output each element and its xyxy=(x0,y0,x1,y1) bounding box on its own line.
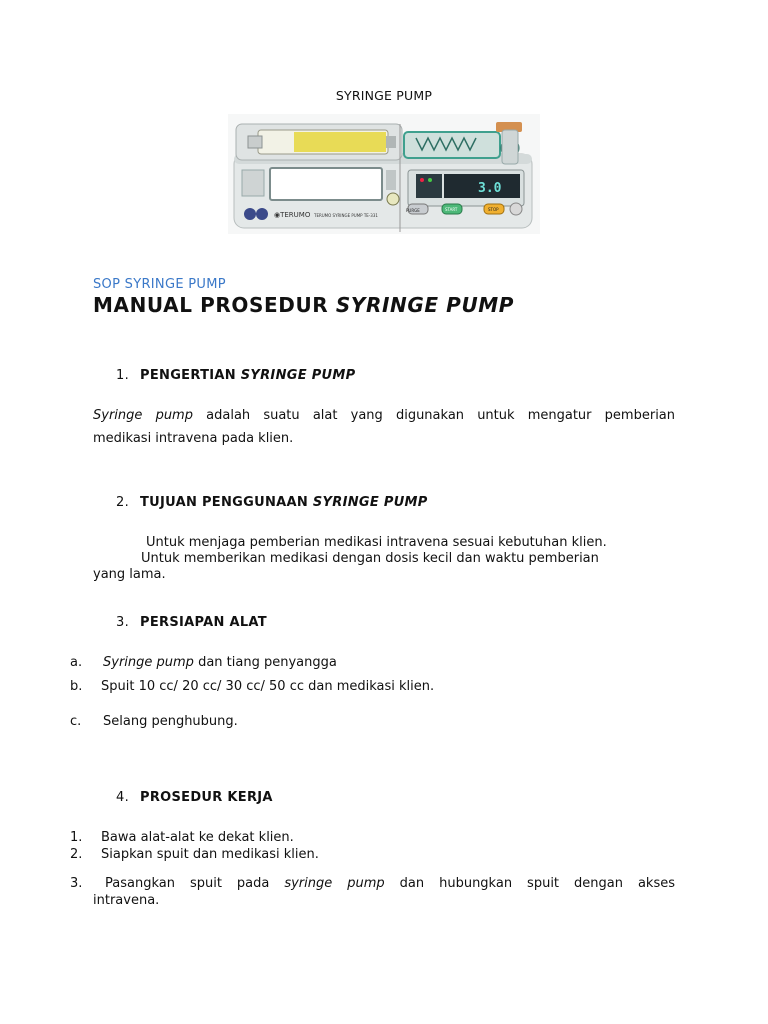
display-readout: 3.0 xyxy=(478,181,502,196)
list-item-prosedur-2: Siapkan spuit dan medikasi klien. xyxy=(101,847,319,862)
list-marker: 3. xyxy=(70,876,83,891)
section-heading-pengertian: 1. PENGERTIAN SYRINGE PUMP xyxy=(116,368,356,383)
main-title: MANUAL PROSEDUR SYRINGE PUMP xyxy=(93,293,515,317)
list-item-prosedur-3-cont: intravena. xyxy=(93,893,160,908)
brand-text: ◉TERUMO xyxy=(274,211,311,219)
list-item-prosedur-3: Pasangkan spuit pada syringe pump dan hubungkan spuit dengan akses xyxy=(105,876,675,891)
svg-text:TERUMO SYRINGE PUMP TE-331: TERUMO SYRINGE PUMP TE-331 xyxy=(314,213,378,218)
syringe-pump-image xyxy=(228,114,540,234)
list-marker: 2. xyxy=(70,847,83,862)
list-item-persiapan-b: Spuit 10 cc/ 20 cc/ 30 cc/ 50 cc dan medikasi klien. xyxy=(101,679,435,694)
tujuan-line-1: Untuk menjaga pemberian medikasi intravena sesuai kebutuhan klien. xyxy=(146,535,607,550)
svg-text:PURGE: PURGE xyxy=(406,208,420,213)
list-item-persiapan-a: Syringe pump dan tiang penyangga xyxy=(103,655,337,670)
tujuan-line-3: yang lama. xyxy=(93,567,166,582)
list-marker: c. xyxy=(70,714,82,729)
list-marker: 1. xyxy=(70,830,83,845)
section-heading-prosedur: 4. PROSEDUR KERJA xyxy=(116,790,273,805)
section-heading-tujuan: 2. TUJUAN PENGGUNAAN SYRINGE PUMP xyxy=(116,495,428,510)
pengertian-line-1: Syringe pump adalah suatu alat yang digunakan untuk mengatur pemberian xyxy=(93,408,676,423)
sop-label: SOP SYRINGE PUMP xyxy=(93,277,226,292)
svg-text:START: START xyxy=(445,207,458,212)
tujuan-line-2: Untuk memberikan medikasi dengan dosis kecil dan waktu pemberian xyxy=(141,551,599,566)
pengertian-line-2: medikasi intravena pada klien. xyxy=(93,431,294,446)
list-marker: b. xyxy=(70,679,83,694)
svg-text:STOP: STOP xyxy=(488,207,499,212)
list-marker: a. xyxy=(70,655,83,670)
document-title: SYRINGE PUMP xyxy=(335,88,433,103)
section-heading-persiapan: 3. PERSIAPAN ALAT xyxy=(116,615,267,630)
list-item-prosedur-1: Bawa alat-alat ke dekat klien. xyxy=(101,830,294,845)
list-item-persiapan-c: Selang penghubung. xyxy=(103,714,238,729)
